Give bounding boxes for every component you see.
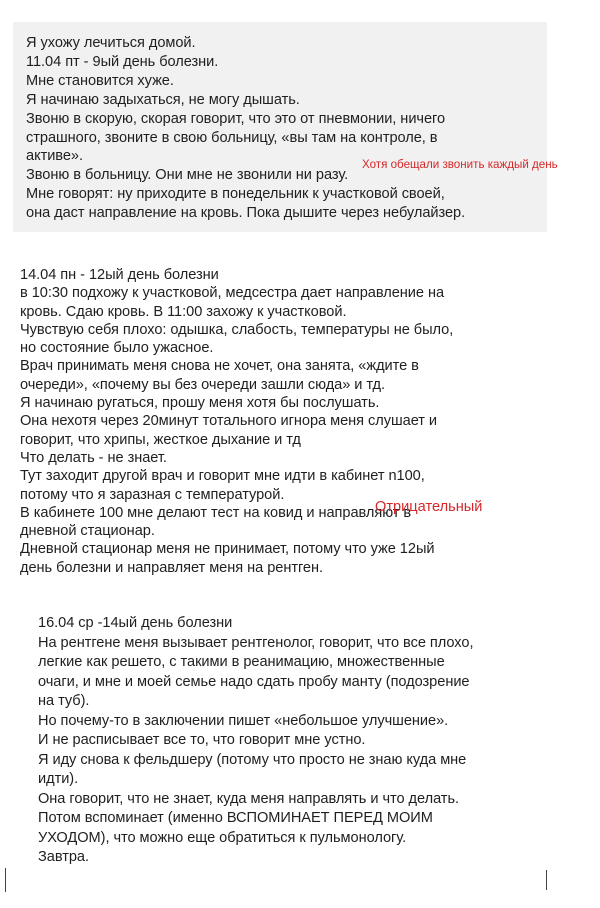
text-line: Она говорит, что не знает, куда меня направлять и что делать. bbox=[38, 790, 460, 807]
text-line: Потом вспоминает (именно ВСПОМИНАЕТ ПЕРЕД МОИМ bbox=[38, 810, 433, 826]
text-line: очереди», «почему вы без очереди зашли сюда» и тд. bbox=[20, 376, 386, 393]
text-line: Я начинаю ругаться, прошу меня хотя бы послушать. bbox=[20, 395, 380, 412]
text-line: Мне говорят: ну приходите в понедельник к участковой своей, bbox=[26, 186, 445, 203]
text-line: Я иду снова к фельдшеру (потому что просто не знаю куда мне bbox=[38, 751, 467, 768]
text-line: Завтра. bbox=[38, 849, 89, 865]
page-edge-right bbox=[546, 870, 547, 890]
text-line: На рентгене меня вызывает рентгенолог, говорит, что все плохо, bbox=[38, 634, 474, 651]
page-edge-left bbox=[5, 868, 6, 892]
text-line: 11.04 пт - 9ый день болезни. bbox=[26, 53, 219, 70]
text-line: день болезни и направляет меня на рентген. bbox=[20, 559, 324, 576]
text-line: Звоню в больницу. Они мне не звонили ни разу. bbox=[26, 167, 349, 184]
text-line: Я ухожу лечиться домой. bbox=[26, 35, 196, 51]
text-line: Мне становится хуже. bbox=[26, 72, 174, 89]
text-line: Врач принимать меня снова не хочет, она занята, «ждите в bbox=[20, 358, 419, 375]
text-line: В кабинете 100 мне делают тест на ковид и направляют в bbox=[20, 504, 412, 521]
text-line: очаги, и мне и моей семье надо сдать пробу манту (подозрение bbox=[38, 673, 470, 690]
text-line: легкие как решето, с такими в реанимацию, множественные bbox=[38, 654, 445, 670]
text-line: на туб). bbox=[38, 693, 90, 709]
text-line: Чувствую себя плохо: одышка, слабость, температуры не было, bbox=[20, 321, 454, 338]
text-line: но состояние было ужасное. bbox=[20, 340, 214, 357]
text-line: Тут заходит другой врач и говорит мне идти в кабинет n100, bbox=[20, 468, 425, 485]
note-block-april-11 bbox=[13, 22, 547, 232]
text-line: Она нехотя через 20минут тотального игнора меня слушает и bbox=[20, 413, 438, 430]
text-line: активе». bbox=[26, 148, 83, 165]
text-line: идти). bbox=[38, 771, 79, 787]
text-line: 16.04 ср -14ый день болезни bbox=[38, 615, 233, 631]
text-line: 14.04 пн - 12ый день болезни bbox=[20, 267, 219, 283]
text-line: УХОДОМ), что можно еще обратиться к пульмонологу. bbox=[38, 829, 407, 846]
text-line: дневной стационар. bbox=[20, 523, 155, 540]
text-line: Дневной стационар меня не принимает, потому что уже 12ый bbox=[20, 541, 435, 558]
text-line: Что делать - не знает. bbox=[20, 449, 167, 466]
text-line: Но почему-то в заключении пишет «небольшое улучшение». bbox=[38, 712, 449, 729]
text-line: Я начинаю задыхаться, не могу дышать. bbox=[26, 91, 300, 108]
handwritten-note-promised-calls: Хотя обещали звонить каждый день bbox=[362, 158, 558, 171]
text-line: Звоню в скорую, скорая говорит, что это от пневмонии, ничего bbox=[26, 110, 446, 127]
section-april-11-text bbox=[26, 34, 541, 223]
section-april-16-text bbox=[38, 614, 578, 868]
text-line: потому что я заразная с температурой. bbox=[20, 486, 285, 503]
text-line: говорит, что хрипы, жесткое дыхание и тд bbox=[20, 431, 301, 448]
text-line: кровь. Сдаю кровь. В 11:00 захожу к участковой. bbox=[20, 303, 347, 320]
text-line: И не расписывает все то, что говорит мне устно. bbox=[38, 732, 366, 748]
section-april-14-text bbox=[20, 266, 590, 577]
text-line: в 10:30 подхожу к участковой, медсестра дает направление на bbox=[20, 285, 445, 302]
handwritten-note-negative-result: Отрицательный bbox=[375, 499, 483, 515]
text-line: она даст направление на кровь. Пока дышите через небулайзер. bbox=[26, 205, 466, 222]
text-line: страшного, звоните в свою больницу, «вы там на контроле, в bbox=[26, 129, 438, 146]
